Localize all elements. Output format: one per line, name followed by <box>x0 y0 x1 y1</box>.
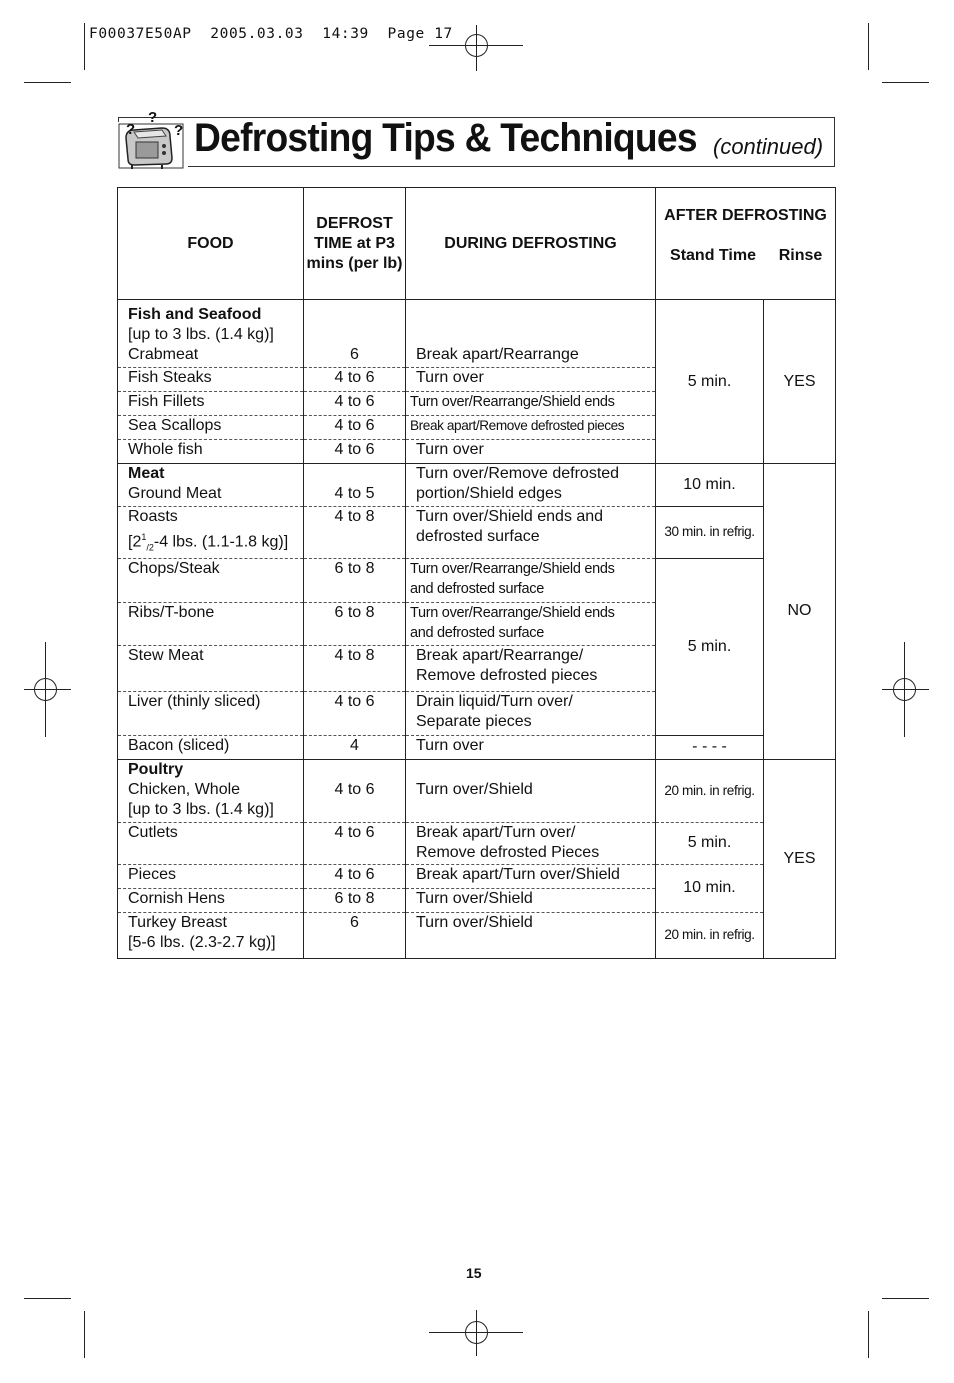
category-fish: Fish and Seafood <box>128 306 262 323</box>
table-row-chicken-whole: Poultry Chicken, Whole [up to 3 lbs. (1.4 kg)] 4 to 6 Turn over/Shield 20 min. in refrig. YES <box>118 759 836 822</box>
header-defrost-time: DEFROST TIME at P3 mins (per lb) <box>304 188 406 300</box>
question-mark-3: ? <box>174 122 184 139</box>
poultry-rinse: YES <box>764 759 836 958</box>
table-row-ribs: Ribs/T-bone 6 to 8 Turn over/Rearrange/Shield ends and defrosted surface <box>118 602 836 645</box>
meat-rinse: NO <box>764 464 836 760</box>
category-poultry: Poultry <box>128 760 184 778</box>
header-after: AFTER DEFROSTING Stand Time Rinse <box>656 188 836 300</box>
table-row-crabmeat: Fish and Seafood [up to 3 lbs. (1.4 kg)] Crabmeat 6 Break apart/Rearrange 5 min. YES <box>118 300 836 368</box>
page-title: Defrosting Tips & Techniques <box>194 116 697 160</box>
table-row-sea-scallops: Sea Scallops 4 to 6 Break apart/Remove defrosted pieces <box>118 416 836 440</box>
table-row-stew-meat: Stew Meat 4 to 8 Break apart/Rearrange/ Remove defrosted pieces <box>118 645 836 691</box>
header-during: DURING DEFROSTING <box>406 188 656 300</box>
meat-group-stand-time: 5 min. <box>656 558 764 735</box>
question-mark-1: ? <box>126 121 136 138</box>
table-row-fish-fillets: Fish Fillets 4 to 6 Turn over/Rearrange/Shield ends <box>118 392 836 416</box>
table-row-roasts: Roasts [$2^1_{/2}-4$ lbs. (1.1-1.8 kg)] 4 to 8 Turn over/Shield ends and defrosted surface 30 min. in refrig. <box>118 507 836 559</box>
table-row-liver: Liver (thinly sliced) 4 to 6 Drain liquid/Turn over/ Separate pieces <box>118 691 836 735</box>
question-mark-2: ? <box>148 109 158 126</box>
header-stand-time: Stand Time <box>670 247 756 264</box>
food-cell: Fish and Seafood [up to 3 lbs. (1.4 kg)] Crabmeat <box>118 300 304 368</box>
table-row-fish-steaks: Fish Steaks 4 to 6 Turn over <box>118 368 836 392</box>
table-row-chops-steak: Chops/Steak 6 to 8 Turn over/Rearrange/Shield ends and defrosted surface 5 min. <box>118 558 836 602</box>
header-rinse: Rinse <box>778 247 823 264</box>
fish-stand-time: 5 min. <box>656 300 764 464</box>
table-row-ground-meat: Meat Ground Meat 4 to 5 Turn over/Remove defrosted portion/Shield edges 10 min. NO <box>118 464 836 507</box>
defrost-table <box>117 187 836 959</box>
page-subtitle: (continued) <box>713 134 824 159</box>
print-slug: F00037E50AP 2005.03.03 14:39 Page 17 <box>89 26 453 42</box>
header-food: FOOD <box>187 234 234 252</box>
table-row-cutlets: Cutlets 4 to 6 Break apart/Turn over/ Remove defrosted Pieces 5 min. <box>118 822 836 864</box>
table-header-row <box>118 188 836 300</box>
puzzled-microwave-icon <box>112 108 192 172</box>
fish-rinse: YES <box>764 300 836 464</box>
table-row-bacon: Bacon (sliced) 4 Turn over - - - - <box>118 735 836 759</box>
page-number: 15 <box>466 1265 482 1281</box>
category-meat: Meat <box>128 465 165 482</box>
table-row-cornish-hens: Cornish Hens 6 to 8 Turn over/Shield <box>118 888 836 912</box>
table-row-turkey-breast: Turkey Breast [5-6 lbs. (2.3-2.7 kg)] 6 Turn over/Shield 20 min. in refrig. <box>118 912 836 958</box>
table-row-pieces: Pieces 4 to 6 Break apart/Turn over/Shield 10 min. <box>118 864 836 888</box>
table-row-whole-fish: Whole fish 4 to 6 Turn over <box>118 440 836 464</box>
